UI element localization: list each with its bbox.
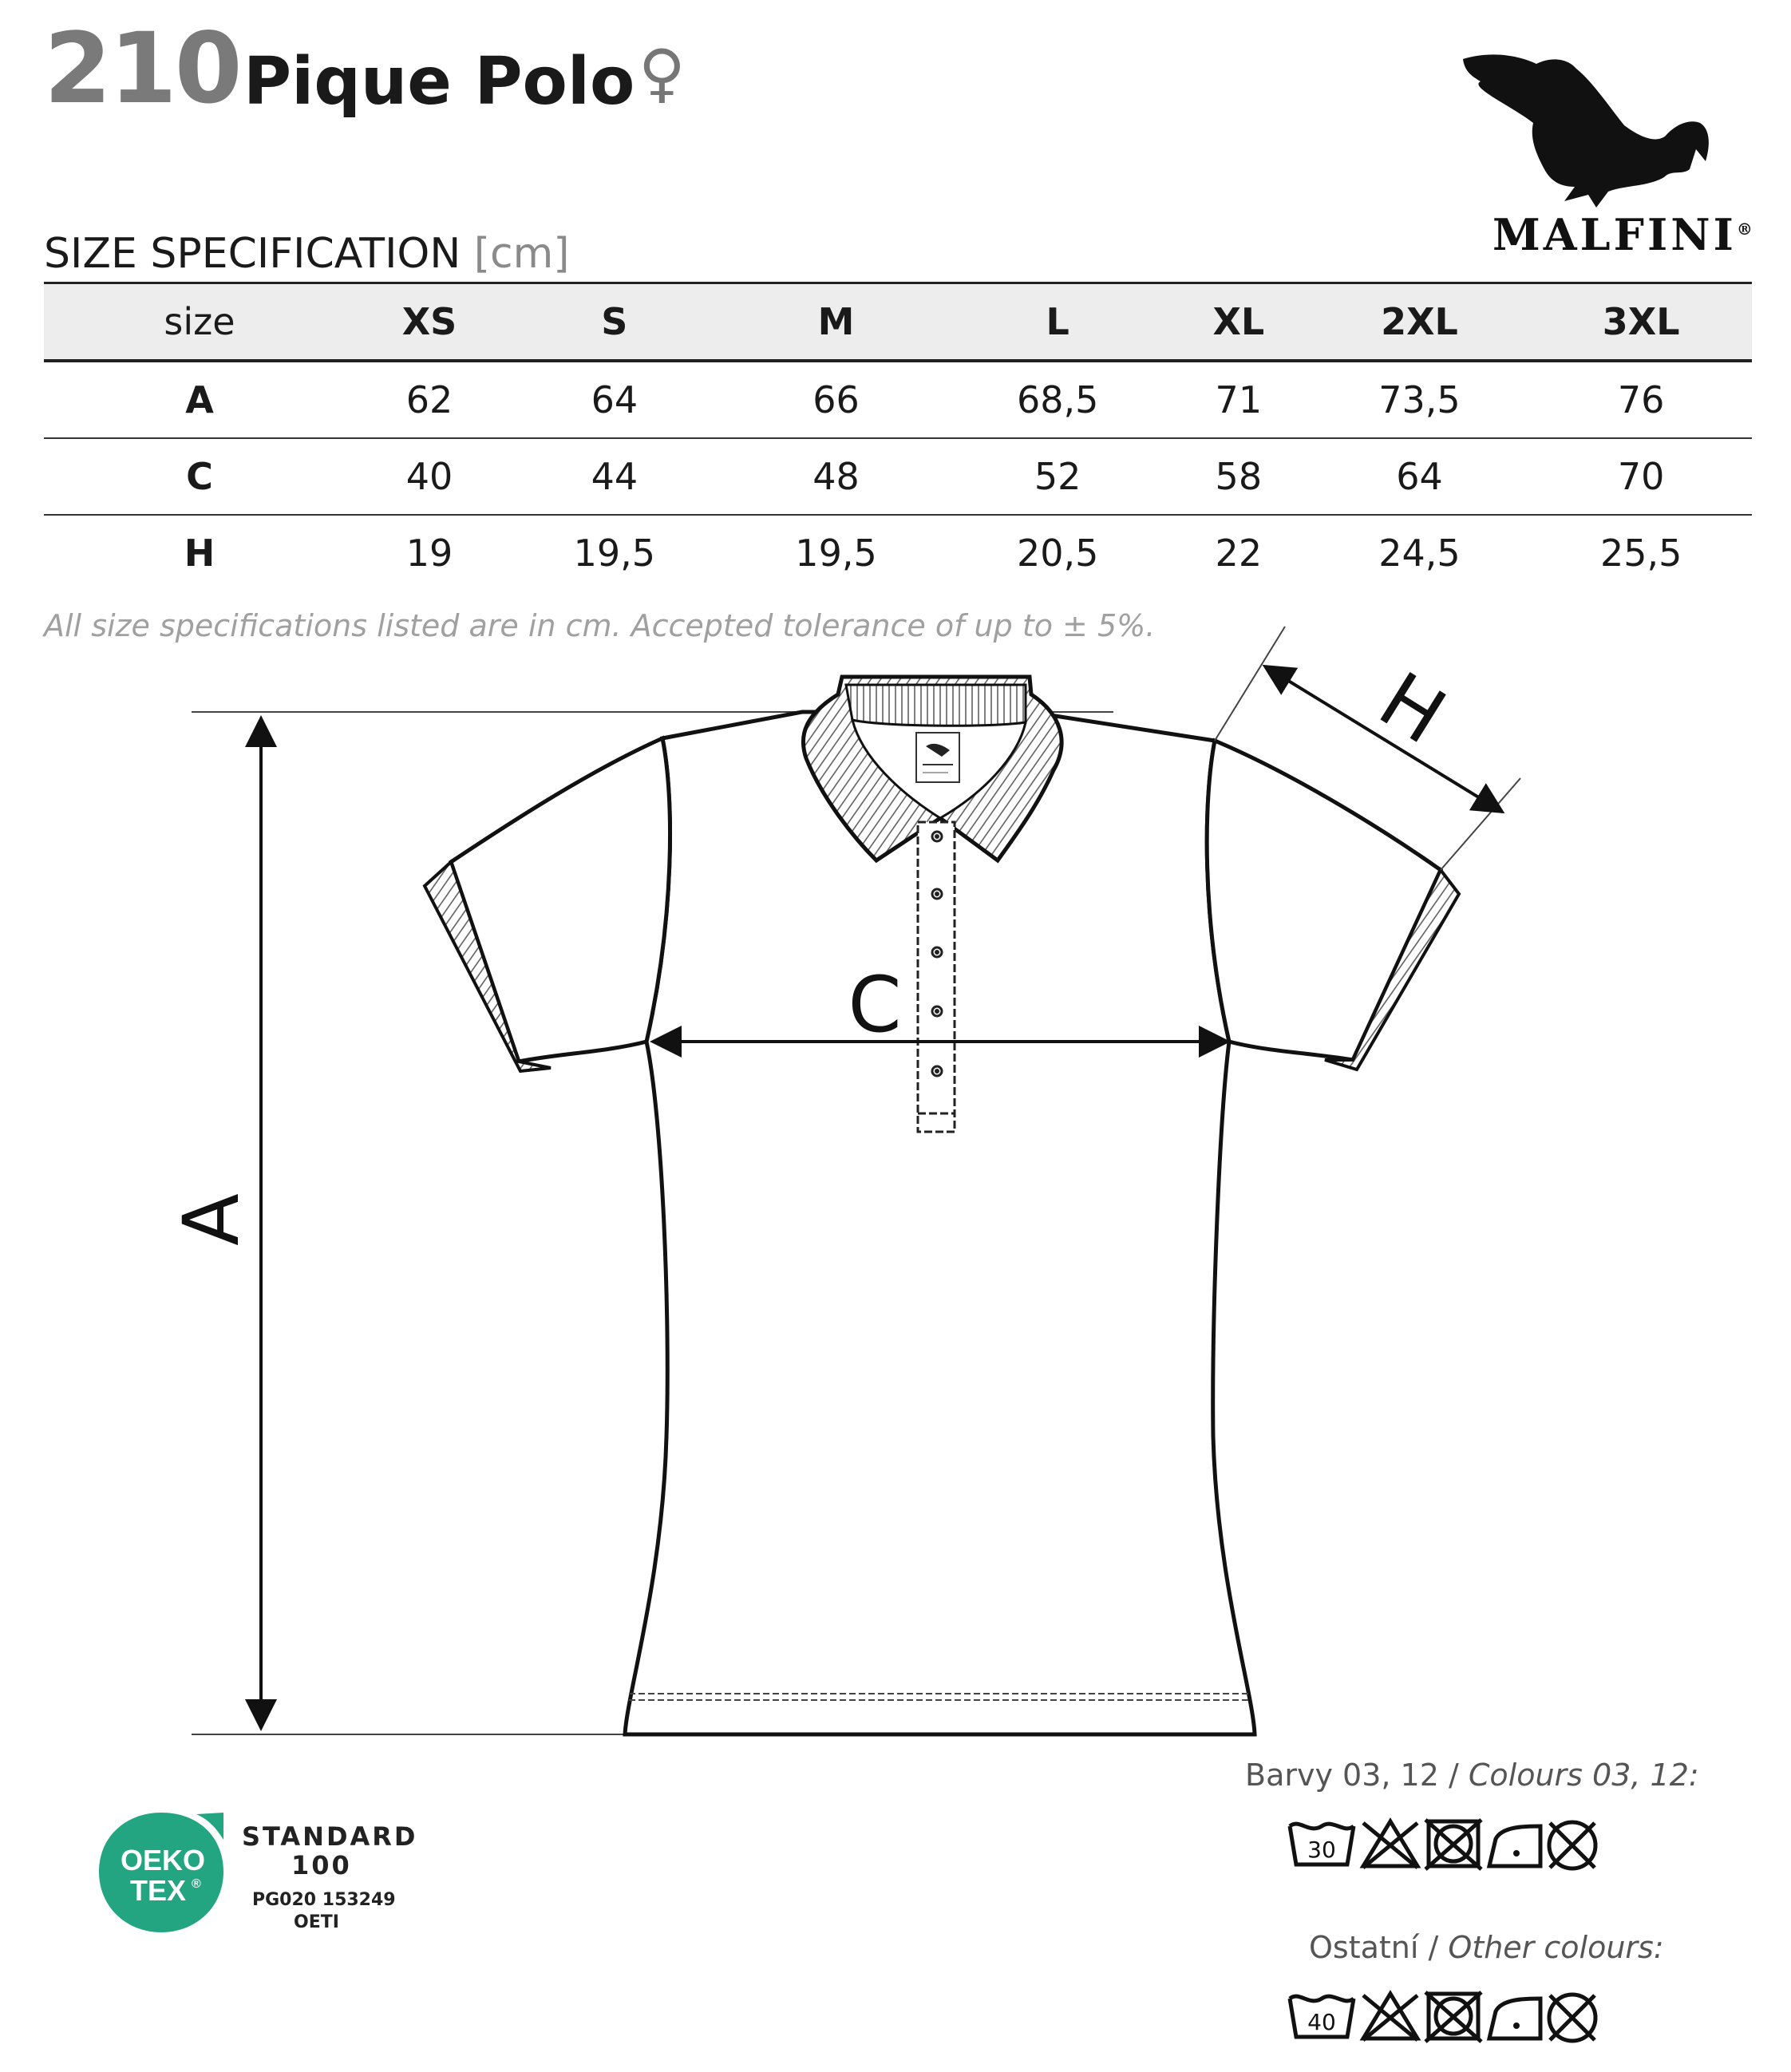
standard-number: 100 bbox=[291, 1850, 352, 1880]
column-header: size bbox=[44, 283, 355, 362]
spec-title-text: SIZE SPECIFICATION bbox=[44, 230, 461, 278]
registered-mark: ® bbox=[1736, 219, 1756, 239]
table-cell: 22 bbox=[1215, 532, 1263, 575]
oeko-mark: ® bbox=[192, 1877, 201, 1891]
oeko-line1: OEKO bbox=[120, 1844, 206, 1876]
left-sleeve bbox=[451, 738, 670, 1062]
other-care-label bbox=[1309, 1930, 1664, 1965]
row-label: A bbox=[44, 361, 355, 438]
row-label: C bbox=[44, 438, 355, 515]
care-symbols-colours bbox=[1287, 1815, 1654, 1877]
table-cell: 19,5 bbox=[573, 532, 656, 575]
product-code: 210 bbox=[44, 12, 240, 125]
column-header: 3XL bbox=[1530, 283, 1752, 362]
table-cell: 40 bbox=[355, 438, 504, 515]
collar-band bbox=[846, 685, 1026, 728]
table-cell: 19,5 bbox=[795, 532, 877, 575]
measure-c-label: C bbox=[848, 960, 902, 1050]
table-cell: 76 bbox=[1530, 361, 1752, 438]
iron-icon bbox=[1489, 1826, 1540, 1866]
table-cell: 19 bbox=[405, 532, 453, 575]
column-header: XS bbox=[355, 283, 504, 362]
table-cell: 71 bbox=[1168, 361, 1309, 438]
certificate-code: PG020 153249 bbox=[252, 1890, 396, 1910]
inner-label bbox=[916, 733, 959, 782]
right-sleeve bbox=[1207, 741, 1441, 1060]
table-cell: 64 bbox=[1309, 438, 1531, 515]
column-header: M bbox=[725, 283, 947, 362]
table-cell: 52 bbox=[947, 438, 1168, 515]
row-label: H bbox=[184, 532, 215, 575]
column-header: 2XL bbox=[1309, 283, 1531, 362]
table-cell: 20,5 bbox=[1016, 532, 1099, 575]
column-header: L bbox=[947, 283, 1168, 362]
spec-unit: [cm] bbox=[473, 230, 570, 278]
table-cell: 62 bbox=[355, 361, 504, 438]
table-cell: 24,5 bbox=[1378, 532, 1461, 575]
table-cell: 64 bbox=[504, 361, 725, 438]
other-label-cz: Ostatní / bbox=[1309, 1930, 1449, 1965]
table-cell: 70 bbox=[1530, 438, 1752, 515]
wash-temperature: 40 bbox=[1307, 2009, 1336, 2035]
care-symbols-other bbox=[1287, 1987, 1654, 2050]
table-cell: 73,5 bbox=[1309, 361, 1531, 438]
column-header: XL bbox=[1168, 283, 1309, 362]
table-cell: 68,5 bbox=[947, 361, 1168, 438]
column-header: S bbox=[504, 283, 725, 362]
table-cell: 44 bbox=[504, 438, 725, 515]
wash-temperature: 30 bbox=[1307, 1837, 1336, 1863]
other-label-en: Other colours: bbox=[1448, 1930, 1664, 1965]
table-cell: 58 bbox=[1168, 438, 1309, 515]
oeko-line2: TEX bbox=[129, 1874, 187, 1907]
brand-name: MALFINI bbox=[1492, 209, 1737, 260]
table-cell: 66 bbox=[725, 361, 947, 438]
standard-title: STANDARD bbox=[242, 1821, 418, 1852]
measure-a-label: A bbox=[167, 1193, 256, 1246]
oeko-tex-badge bbox=[96, 1808, 227, 1936]
colours-care-label bbox=[1245, 1758, 1699, 1793]
colours-label-en: Colours 03, 12: bbox=[1468, 1758, 1699, 1793]
certificate-institute: OETI bbox=[294, 1912, 339, 1932]
measure-h-label: H bbox=[1364, 654, 1461, 762]
female-icon: ♀ bbox=[639, 36, 686, 110]
product-name: Pique Polo bbox=[243, 44, 635, 120]
colours-label-cz: Barvy 03, 12 / bbox=[1245, 1758, 1469, 1793]
tolerance-note: All size specifications listed are in cm. Accepted tolerance of up to ± 5%. bbox=[44, 608, 1156, 643]
iron-icon bbox=[1489, 1999, 1540, 2038]
table-cell: 48 bbox=[725, 438, 947, 515]
placket bbox=[918, 822, 955, 1132]
table-cell: 25,5 bbox=[1599, 532, 1682, 575]
